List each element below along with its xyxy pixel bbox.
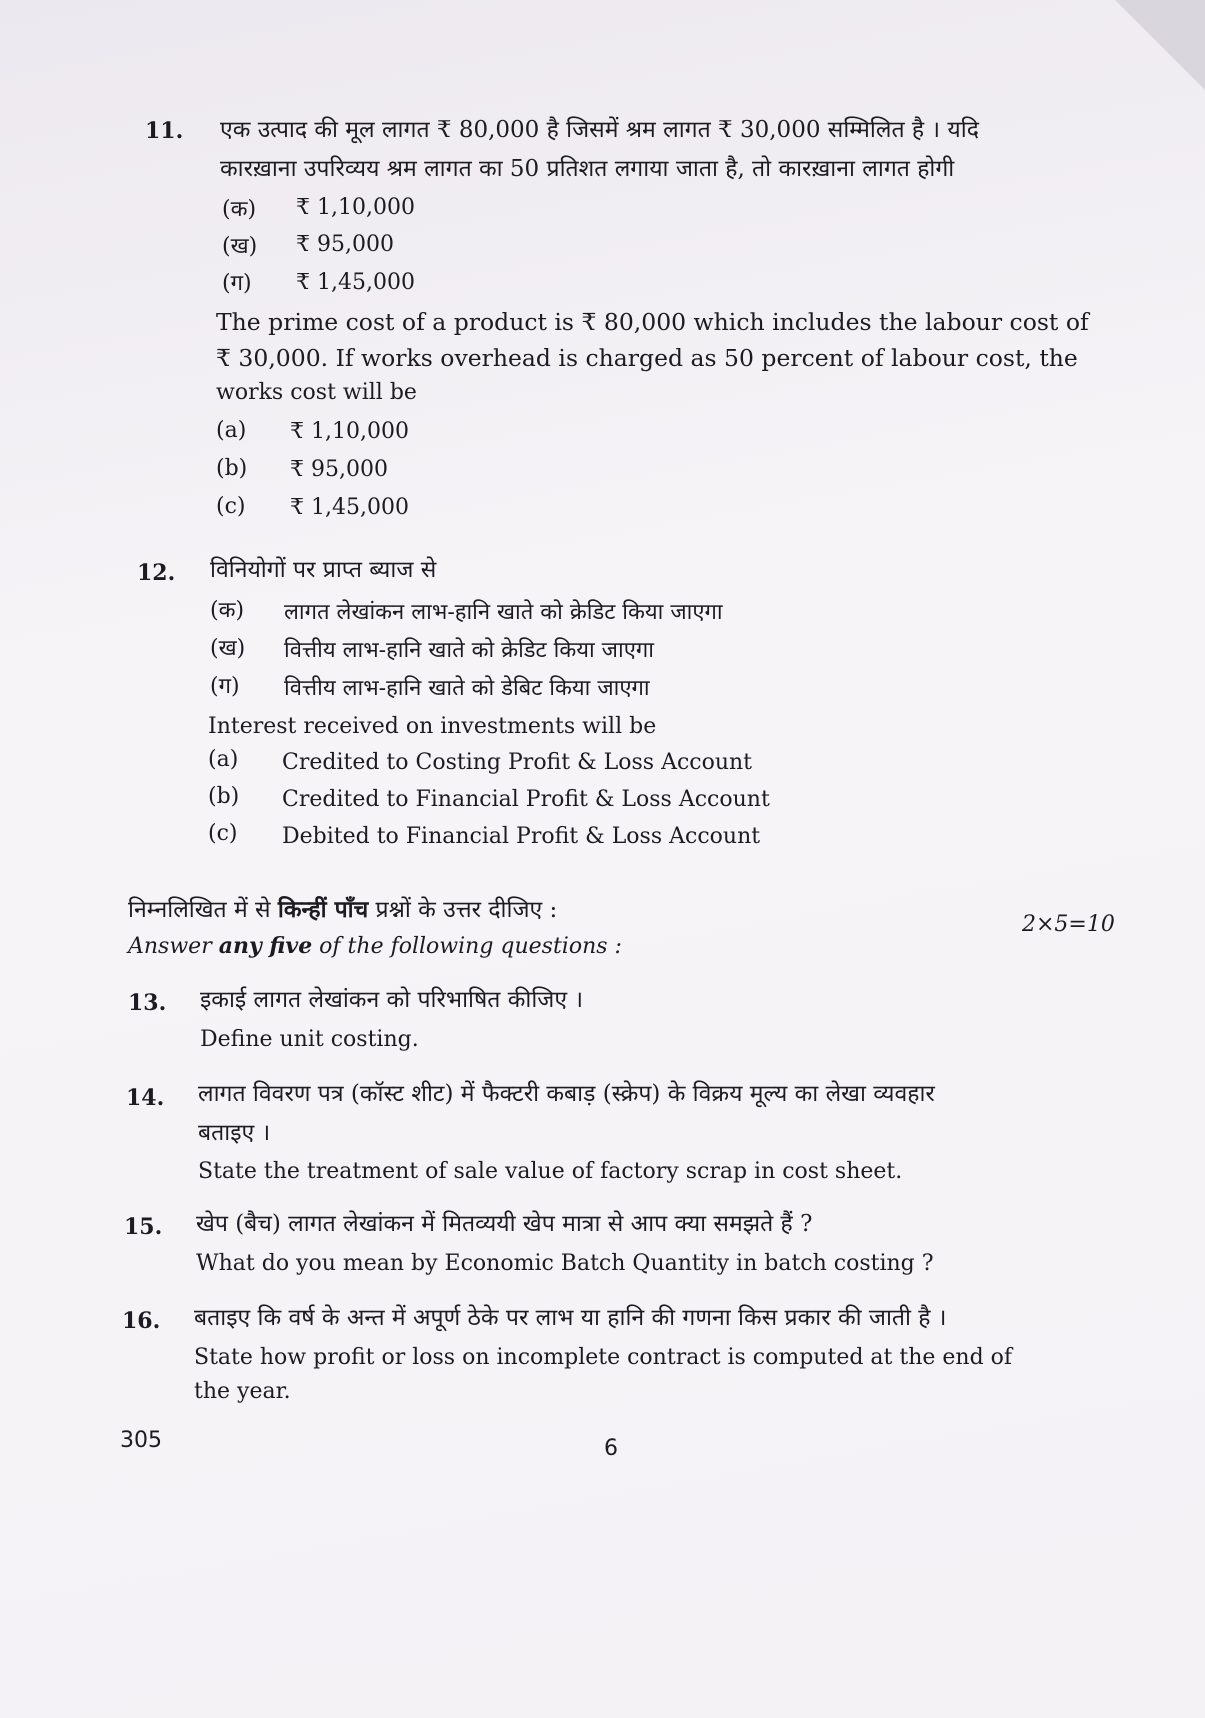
question-text-hindi: खेप (बैच) लागत लेखांकन में मितव्ययी खेप मात्रा से आप क्या समझते हैं ? [196, 1211, 813, 1237]
question-text-english: The prime cost of a product is ₹ 80,000 which includes the labour cost of [216, 308, 1089, 336]
page-corner-fold [1115, 0, 1205, 90]
page-number: 6 [604, 1436, 618, 1461]
question-text-english: works cost will be [216, 380, 417, 405]
option-label: (c) [216, 494, 246, 519]
option-text: Credited to Costing Profit & Loss Account [282, 750, 753, 775]
question-text-english: State the treatment of sale value of factory scrap in cost sheet. [198, 1159, 903, 1184]
option-label: (ग) [210, 674, 240, 699]
question-text-english: State how profit or loss on incomplete contract is computed at the end of [194, 1345, 1013, 1370]
question-text-english: the year. [194, 1379, 291, 1404]
instruction-english: Answer any five of the following questions : [128, 933, 622, 959]
question-text-english: Interest received on investments will be [208, 714, 657, 739]
option-text: ₹ 1,45,000 [290, 495, 409, 520]
paper-code: 305 [120, 1428, 162, 1453]
option-label: (a) [216, 418, 247, 443]
option-text: ₹ 95,000 [290, 457, 388, 482]
question-text-hindi: इकाई लागत लेखांकन को परिभाषित कीजिए । [200, 987, 584, 1013]
option-text: Credited to Financial Profit & Loss Account [282, 787, 770, 812]
question-number: 12. [137, 560, 176, 586]
option-label: (b) [208, 784, 240, 809]
option-label: (क) [210, 598, 245, 623]
question-text-hindi: विनियोगों पर प्राप्त ब्याज से [210, 557, 437, 583]
option-label: (ख) [222, 234, 258, 259]
option-label: (ग) [222, 271, 252, 296]
question-text-hindi: बताइए कि वर्ष के अन्त में अपूर्ण ठेके पर लाभ या हानि की गणना किस प्रकार की जाती है । [194, 1305, 947, 1331]
option-text: लागत लेखांकन लाभ-हानि खाते को क्रेडिट किया जाएगा [284, 600, 723, 625]
question-number: 16. [122, 1308, 161, 1334]
option-text: वित्तीय लाभ-हानि खाते को क्रेडिट किया जाएगा [284, 638, 654, 663]
question-number: 14. [126, 1085, 165, 1111]
question-text-english: Define unit costing. [200, 1027, 419, 1052]
option-text: ₹ 95,000 [296, 232, 394, 257]
option-label: (b) [216, 456, 248, 481]
option-label: (ख) [210, 636, 246, 661]
option-text: वित्तीय लाभ-हानि खाते को डेबिट किया जाएगा [284, 676, 650, 701]
option-label: (क) [222, 197, 257, 222]
option-text: ₹ 1,10,000 [290, 419, 409, 444]
question-text-hindi: कारख़ाना उपरिव्यय श्रम लागत का 50 प्रतिशत लगाया जाता है, तो कारख़ाना लागत होगी [220, 156, 955, 182]
question-text-english: ₹ 30,000. If works overhead is charged as 50 percent of labour cost, the [216, 344, 1078, 372]
question-text-hindi: बताइए । [198, 1120, 271, 1146]
option-text: ₹ 1,10,000 [296, 195, 415, 220]
question-text-hindi: एक उत्पाद की मूल लागत ₹ 80,000 है जिसमें श्रम लागत ₹ 30,000 सम्मिलित है । यदि [220, 117, 979, 143]
question-text-english: What do you mean by Economic Batch Quantity in batch costing ? [196, 1251, 934, 1276]
option-text: Debited to Financial Profit & Loss Account [282, 824, 761, 849]
option-label: (c) [208, 821, 238, 846]
option-label: (a) [208, 747, 239, 772]
option-text: ₹ 1,45,000 [296, 270, 415, 295]
question-number: 13. [128, 990, 167, 1016]
marks-allocation: 2×5=10 [1022, 912, 1115, 937]
instruction-hindi: निम्नलिखित में से किन्हीं पाँच प्रश्नों के उत्तर दीजिए : [128, 896, 558, 923]
question-number: 15. [124, 1214, 163, 1240]
question-text-hindi: लागत विवरण पत्र (कॉस्ट शीट) में फैक्टरी कबाड़ (स्क्रेप) के विक्रय मूल्य का लेखा व्यवहार [198, 1081, 935, 1107]
question-number: 11. [145, 118, 184, 144]
